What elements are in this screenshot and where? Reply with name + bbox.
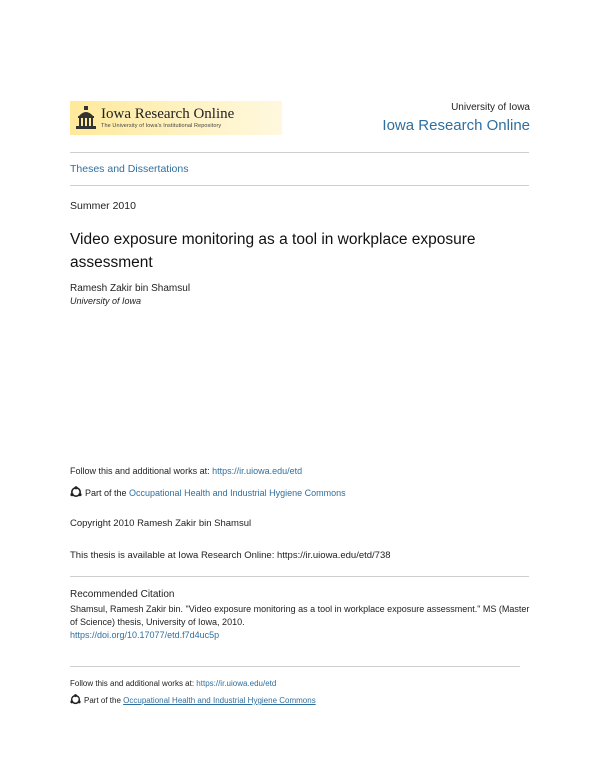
follow-link[interactable]: https://ir.uiowa.edu/etd [212,466,303,476]
document-title: Video exposure monitoring as a tool in workplace exposure assessment [70,231,476,271]
author-name: Ramesh Zakir bin Shamsul [70,283,191,294]
citation-doi-link[interactable]: https://doi.org/10.17077/etd.f7d4uc5p [70,630,220,640]
footer-partof-line [70,694,316,705]
citation-text: Shamsul, Ramesh Zakir bin. "Video exposure monitoring as a tool in workplace exposure assessment." MS (Master of Science) thesis, University of Iowa, 2010. [70,604,530,627]
footer-commons-link[interactable]: Occupational Health and Industrial Hygiene Commons [123,696,316,705]
citation-heading: Recommended Citation [70,589,175,600]
partof-line [70,486,346,498]
commons-network-icon [70,694,81,705]
partof-prefix: Part of the [85,488,130,498]
footer-partof-prefix: Part of the [84,696,124,705]
citation-body [70,603,530,642]
institution-block [382,102,530,134]
repository-logo[interactable] [70,101,282,135]
logo-title: Iowa Research Online [101,105,235,122]
author-affiliation: University of Iowa [70,296,142,306]
follow-line [70,466,302,476]
repository-link[interactable]: Iowa Research Online [382,117,530,134]
divider [70,185,529,186]
divider [70,666,520,667]
footer-follow-line [70,679,276,688]
commons-network-icon [70,486,82,498]
publication-date: Summer 2010 [70,200,136,212]
footer-follow-link[interactable]: https://ir.uiowa.edu/etd [196,679,277,688]
commons-link[interactable]: Occupational Health and Industrial Hygiene Commons [129,488,346,498]
capitol-building-icon [75,105,97,131]
logo-text [101,107,234,130]
university-name: University of Iowa [451,102,530,113]
divider [70,576,529,577]
copyright: Copyright 2010 Ramesh Zakir bin Shamsul [70,518,252,529]
availability-statement: This thesis is available at Iowa Research Online: https://ir.uiowa.edu/etd/738 [70,550,391,561]
divider [70,152,529,153]
logo-subtitle: The University of Iowa's Institutional Repository [101,122,222,129]
follow-prefix: Follow this and additional works at: [70,466,213,476]
series-link[interactable]: Theses and Dissertations [70,163,189,175]
footer-follow-prefix: Follow this and additional works at: [70,679,197,688]
